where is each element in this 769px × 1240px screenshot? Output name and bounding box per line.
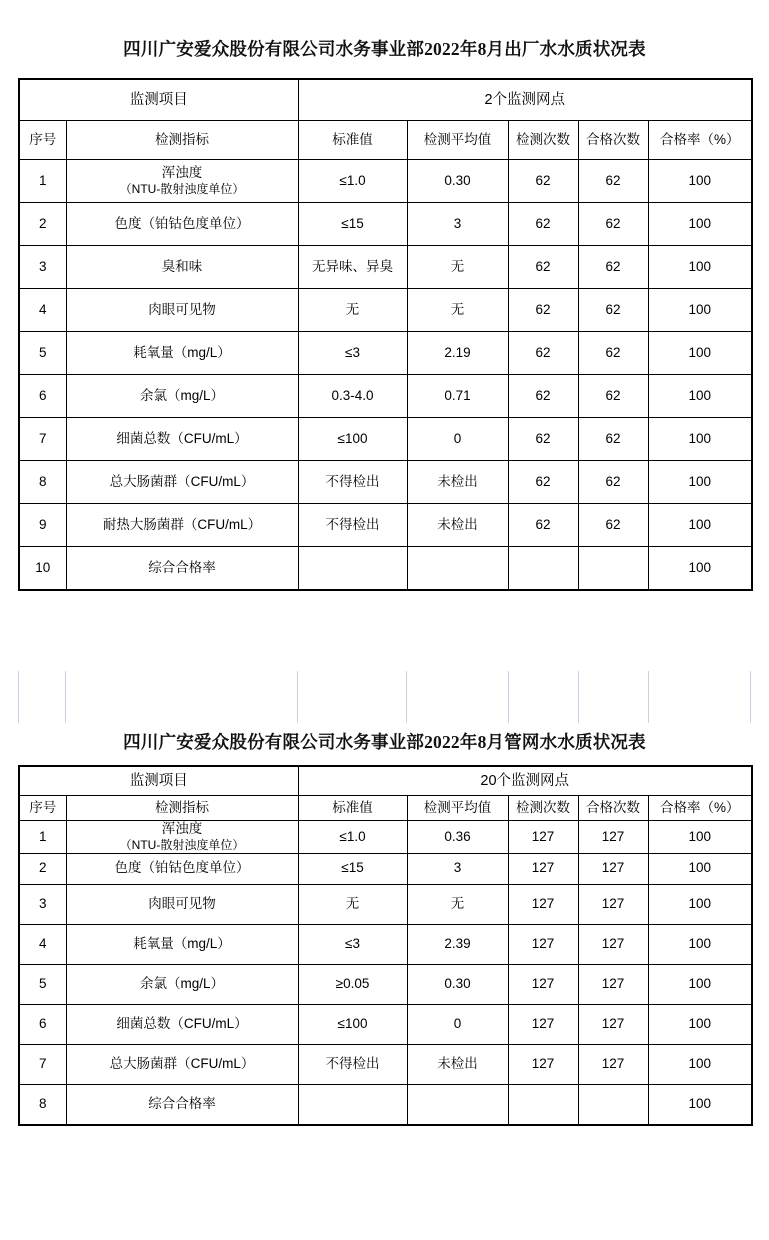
cell-average: 0.36 — [407, 821, 508, 854]
cell-standard: ≤100 — [298, 418, 407, 461]
cell-standard: ≤1.0 — [298, 821, 407, 854]
cell-passed: 127 — [578, 853, 648, 884]
table-row — [19, 203, 752, 246]
table-row — [19, 924, 752, 964]
cell-no: 6 — [19, 375, 66, 418]
col-header-passed: 合格次数 — [578, 796, 648, 821]
spreadsheet-gridline — [648, 671, 649, 723]
cell-standard: 无 — [298, 289, 407, 332]
cell-average: 0.71 — [407, 375, 508, 418]
cell-passed: 127 — [578, 964, 648, 1004]
cell-tests: 62 — [508, 418, 578, 461]
cell-no: 1 — [19, 160, 66, 203]
cell-passed — [578, 547, 648, 591]
cell-passed: 127 — [578, 1044, 648, 1084]
cell-tests: 127 — [508, 853, 578, 884]
cell-average: 无 — [407, 884, 508, 924]
cell-standard: ≤1.0 — [298, 160, 407, 203]
cell-tests: 127 — [508, 821, 578, 854]
cell-no: 10 — [19, 547, 66, 591]
cell-rate: 100 — [648, 375, 752, 418]
cell-no: 8 — [19, 1084, 66, 1125]
group-header-monitoring-points: 20个监测网点 — [298, 766, 752, 796]
cell-passed: 62 — [578, 289, 648, 332]
table-row — [19, 1084, 752, 1125]
cell-average: 未检出 — [407, 504, 508, 547]
indicator-line-1: 浑浊度 — [161, 821, 203, 836]
cell-indicator: 色度（铂钴色度单位） — [66, 853, 298, 884]
cell-average: 0 — [407, 1004, 508, 1044]
table-1-container — [18, 78, 751, 591]
outlet-water-quality-table — [18, 78, 753, 591]
cell-rate: 100 — [648, 332, 752, 375]
table-row — [19, 332, 752, 375]
cell-passed: 62 — [578, 504, 648, 547]
col-header-tests: 检测次数 — [508, 121, 578, 160]
cell-average: 无 — [407, 246, 508, 289]
cell-average: 未检出 — [407, 1044, 508, 1084]
cell-rate: 100 — [648, 821, 752, 854]
table-row — [19, 821, 752, 854]
cell-rate: 100 — [648, 461, 752, 504]
table-1-title: 四川广安爱众股份有限公司水务事业部2022年8月出厂水水质状况表 — [123, 39, 646, 59]
table-group-header-row — [19, 766, 752, 796]
cell-tests: 62 — [508, 332, 578, 375]
table-2-container — [18, 765, 751, 1126]
table-column-header-row — [19, 796, 752, 821]
cell-no: 2 — [19, 203, 66, 246]
cell-rate: 100 — [648, 504, 752, 547]
spreadsheet-gridline — [578, 671, 579, 723]
spreadsheet-gridline — [508, 671, 509, 723]
cell-passed: 127 — [578, 884, 648, 924]
table-row — [19, 461, 752, 504]
cell-no: 5 — [19, 332, 66, 375]
col-header-rate: 合格率（%） — [648, 121, 752, 160]
cell-tests: 127 — [508, 1044, 578, 1084]
indicator-line-1: 浑浊度 — [161, 165, 203, 181]
cell-indicator: 余氯（mg/L） — [66, 375, 298, 418]
spreadsheet-gridline — [750, 671, 751, 723]
cell-tests: 127 — [508, 964, 578, 1004]
cell-indicator: 色度（铂钴色度单位） — [66, 203, 298, 246]
cell-tests: 127 — [508, 1004, 578, 1044]
cell-no: 2 — [19, 853, 66, 884]
cell-passed: 62 — [578, 246, 648, 289]
cell-tests: 127 — [508, 924, 578, 964]
spreadsheet-gridline — [297, 671, 298, 723]
cell-standard: 不得检出 — [298, 461, 407, 504]
cell-passed: 62 — [578, 461, 648, 504]
cell-passed: 127 — [578, 924, 648, 964]
col-header-standard: 标准值 — [298, 121, 407, 160]
col-header-standard: 标准值 — [298, 796, 407, 821]
cell-rate: 100 — [648, 203, 752, 246]
cell-no: 1 — [19, 821, 66, 854]
table-row — [19, 418, 752, 461]
cell-average: 0 — [407, 418, 508, 461]
cell-passed — [578, 1084, 648, 1125]
cell-indicator: 肉眼可见物 — [66, 289, 298, 332]
pipe-network-water-quality-table — [18, 765, 753, 1126]
table-row — [19, 289, 752, 332]
group-header-monitoring-items: 监测项目 — [19, 79, 298, 121]
cell-indicator: 综合合格率 — [66, 547, 298, 591]
group-header-monitoring-points: 2个监测网点 — [298, 79, 752, 121]
group-header-monitoring-items: 监测项目 — [19, 766, 298, 796]
cell-rate: 100 — [648, 964, 752, 1004]
cell-rate: 100 — [648, 547, 752, 591]
cell-no: 7 — [19, 1044, 66, 1084]
col-header-no: 序号 — [19, 796, 66, 821]
table-row — [19, 964, 752, 1004]
cell-indicator: 细菌总数（CFU/mL） — [66, 1004, 298, 1044]
cell-standard: 不得检出 — [298, 504, 407, 547]
table-row — [19, 160, 752, 203]
cell-average: 0.30 — [407, 964, 508, 1004]
cell-indicator: 细菌总数（CFU/mL） — [66, 418, 298, 461]
cell-standard: ≤3 — [298, 332, 407, 375]
cell-passed: 62 — [578, 375, 648, 418]
cell-tests: 62 — [508, 375, 578, 418]
cell-standard: ≤15 — [298, 853, 407, 884]
col-header-tests: 检测次数 — [508, 796, 578, 821]
table-row — [19, 246, 752, 289]
table-row — [19, 884, 752, 924]
cell-passed: 127 — [578, 1004, 648, 1044]
table-row — [19, 547, 752, 591]
col-header-indicator: 检测指标 — [66, 796, 298, 821]
cell-standard: ≥0.05 — [298, 964, 407, 1004]
cell-no: 7 — [19, 418, 66, 461]
cell-passed: 62 — [578, 418, 648, 461]
col-header-average: 检测平均值 — [407, 121, 508, 160]
cell-standard — [298, 1084, 407, 1125]
col-header-rate: 合格率（%） — [648, 796, 752, 821]
cell-rate: 100 — [648, 246, 752, 289]
cell-tests: 62 — [508, 160, 578, 203]
cell-average: 0.30 — [407, 160, 508, 203]
cell-no: 8 — [19, 461, 66, 504]
cell-rate: 100 — [648, 289, 752, 332]
cell-rate: 100 — [648, 1044, 752, 1084]
cell-tests: 62 — [508, 504, 578, 547]
cell-rate: 100 — [648, 418, 752, 461]
indicator-line-2: （NTU-散射浊度单位） — [119, 181, 245, 196]
cell-indicator: 总大肠菌群（CFU/mL） — [66, 1044, 298, 1084]
cell-no: 6 — [19, 1004, 66, 1044]
table-row — [19, 504, 752, 547]
col-header-no: 序号 — [19, 121, 66, 160]
cell-passed: 62 — [578, 332, 648, 375]
cell-indicator — [66, 821, 298, 854]
cell-tests — [508, 1084, 578, 1125]
cell-average: 无 — [407, 289, 508, 332]
cell-rate: 100 — [648, 924, 752, 964]
cell-tests: 62 — [508, 289, 578, 332]
cell-indicator: 臭和味 — [66, 246, 298, 289]
cell-tests: 62 — [508, 461, 578, 504]
cell-standard: ≤3 — [298, 924, 407, 964]
table-row — [19, 853, 752, 884]
cell-standard: 无 — [298, 884, 407, 924]
cell-tests: 62 — [508, 203, 578, 246]
cell-standard: ≤100 — [298, 1004, 407, 1044]
table-row — [19, 375, 752, 418]
cell-indicator: 综合合格率 — [66, 1084, 298, 1125]
cell-no: 4 — [19, 289, 66, 332]
cell-average: 未检出 — [407, 461, 508, 504]
cell-no: 9 — [19, 504, 66, 547]
cell-standard: 0.3-4.0 — [298, 375, 407, 418]
cell-standard: 不得检出 — [298, 1044, 407, 1084]
cell-indicator: 肉眼可见物 — [66, 884, 298, 924]
col-header-passed: 合格次数 — [578, 121, 648, 160]
table-row — [19, 1044, 752, 1084]
cell-no: 3 — [19, 884, 66, 924]
cell-indicator — [66, 160, 298, 203]
table-row — [19, 1004, 752, 1044]
table-column-header-row — [19, 121, 752, 160]
cell-indicator: 耗氧量（mg/L） — [66, 924, 298, 964]
spreadsheet-gridline — [65, 671, 66, 723]
cell-average: 2.39 — [407, 924, 508, 964]
table-group-header-row — [19, 79, 752, 121]
cell-tests — [508, 547, 578, 591]
cell-indicator: 总大肠菌群（CFU/mL） — [66, 461, 298, 504]
cell-passed: 127 — [578, 821, 648, 854]
cell-indicator: 耗氧量（mg/L） — [66, 332, 298, 375]
table-2-title: 四川广安爱众股份有限公司水务事业部2022年8月管网水水质状况表 — [123, 732, 646, 752]
cell-tests: 127 — [508, 884, 578, 924]
cell-average: 3 — [407, 853, 508, 884]
cell-average: 2.19 — [407, 332, 508, 375]
cell-rate: 100 — [648, 1004, 752, 1044]
col-header-indicator: 检测指标 — [66, 121, 298, 160]
cell-passed: 62 — [578, 203, 648, 246]
cell-rate: 100 — [648, 160, 752, 203]
spreadsheet-gridline — [18, 671, 19, 723]
cell-standard: 无异味、异臭 — [298, 246, 407, 289]
cell-no: 4 — [19, 924, 66, 964]
cell-rate: 100 — [648, 1084, 752, 1125]
cell-average — [407, 1084, 508, 1125]
spreadsheet-gridline — [406, 671, 407, 723]
indicator-line-2: （NTU-散射浊度单位） — [119, 837, 245, 852]
cell-average: 3 — [407, 203, 508, 246]
col-header-average: 检测平均值 — [407, 796, 508, 821]
cell-passed: 62 — [578, 160, 648, 203]
cell-rate: 100 — [648, 853, 752, 884]
cell-tests: 62 — [508, 246, 578, 289]
cell-indicator: 余氯（mg/L） — [66, 964, 298, 1004]
cell-indicator: 耐热大肠菌群（CFU/mL） — [66, 504, 298, 547]
cell-no: 5 — [19, 964, 66, 1004]
cell-rate: 100 — [648, 884, 752, 924]
cell-average — [407, 547, 508, 591]
cell-standard — [298, 547, 407, 591]
cell-no: 3 — [19, 246, 66, 289]
cell-standard: ≤15 — [298, 203, 407, 246]
